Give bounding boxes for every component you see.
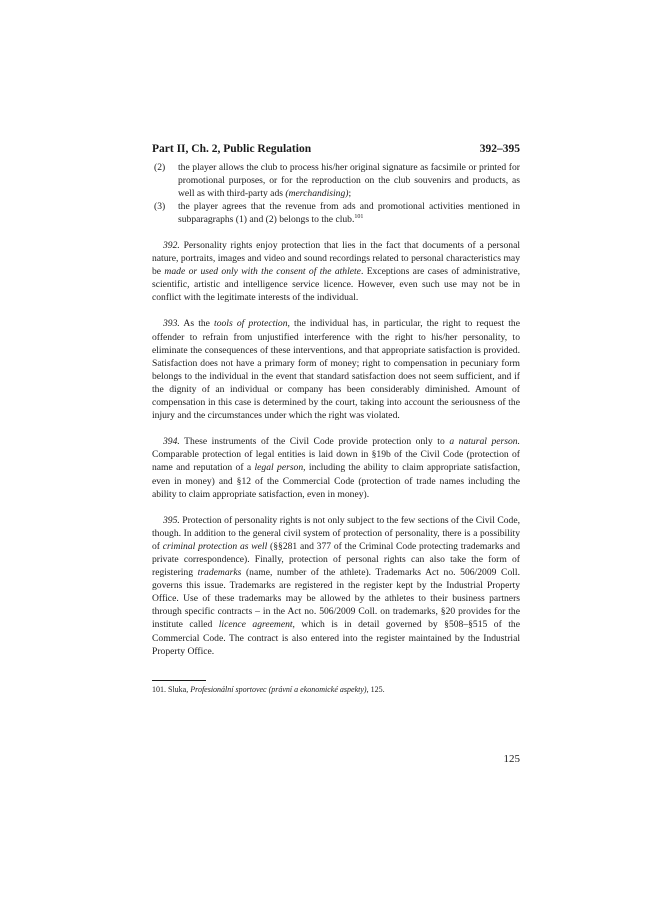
page-body bbox=[152, 143, 521, 765]
paragraph-393: 393. As the tools of protection, the individual has, in particular, the right to request the offender to refrain from unjustified interference with the right to his/her personality, to eliminate the consequences of these interventions, and that appropriate satisfaction is provided. Satisfaction does not have a primary form of money; right to compensation in pecuniary form belongs to the individual in the event that standard satisfaction does not seem sufficient, and if the dignity of an individual or company has been considerably diminished. Amount of compensation in this case is determined by the court, taking into account the seriousness of the injury and the circumstances under which the right was violated. bbox=[152, 318, 520, 422]
page-number: 125 bbox=[503, 753, 520, 765]
paragraph-392: 392. Personality rights enjoy protection that lies in the fact that documents of a personal nature, portraits, images and video and sound recordings related to personal characteristics may be made or used only with the consent of the athlete. Exceptions are cases of administrative, scientific, artistic and intelligence service licence. However, even such use may not be in conflict with the legitimate interests of the individual. bbox=[152, 240, 520, 304]
list-item: (3) the player agrees that the revenue from ads and promotional activities mentioned in subparagraphs (1) and (2) belongs to the club.$^{101}$ bbox=[154, 201, 520, 225]
footnote-divider bbox=[152, 680, 206, 681]
paragraph-394: 394. These instruments of the Civil Code provide protection only to a natural person. Comparable protection of legal entities is laid down in §19b of the Civil Code (protection of name and reputation of a legal person, including the ability to claim appropriate satisfaction, even in money) and §12 of the Commercial Code (protection of trade names including the ability to claim appropriate satisfaction, even in money). bbox=[152, 436, 520, 500]
footnote: 101. Sluka, Profesionální sportovec (právní a ekonomické aspekty), 125. bbox=[152, 684, 385, 694]
list-item-number: (3) bbox=[154, 201, 166, 212]
paragraph-number: 395. bbox=[163, 514, 180, 526]
footnote-marker: 101 bbox=[354, 213, 364, 220]
paragraph-395: 395. Protection of personality rights is not only subject to the few sections of the Civil Code, though. In addition to the general civil system of protection of personality, there is a possibility of criminal protection as well (§§281 and 377 of the Criminal Code protecting trademarks and private correspondence). Finally, protection of personal rights can also take the form of registering trademarks (name, number of the athlete). Trademarks Act no. 506/2009 Coll. governs this issue. Trademarks are registered in the register kept by the Industrial Property Office. Use of these trademarks may be allowed by the athletes to their business partners through specific contracts – in the Act no. 506/2009 Coll. on trademarks, §20 provides for the institute called licence agreement, which is in detail governed by §508–§515 of the Commercial Code. The contract is also entered into the register maintained by the Industrial Property Office. bbox=[152, 514, 521, 657]
list-item: (2) the player allows the club to process his/her original signature as facsimile or printed for promotional purposes, or for the reproduction on the club souvenirs and products, as well as with third-party ads (merchandising); bbox=[154, 162, 520, 199]
paragraph-number: 394. bbox=[163, 436, 180, 448]
numbered-list bbox=[152, 161, 520, 226]
header-section-range: 392–395 bbox=[479, 143, 520, 155]
paragraph-number: 393. bbox=[163, 318, 180, 330]
running-header bbox=[152, 143, 520, 155]
header-title: Part II, Ch. 2, Public Regulation bbox=[152, 143, 312, 155]
list-item-number: (2) bbox=[154, 162, 166, 173]
paragraph-number: 392. bbox=[163, 240, 180, 251]
